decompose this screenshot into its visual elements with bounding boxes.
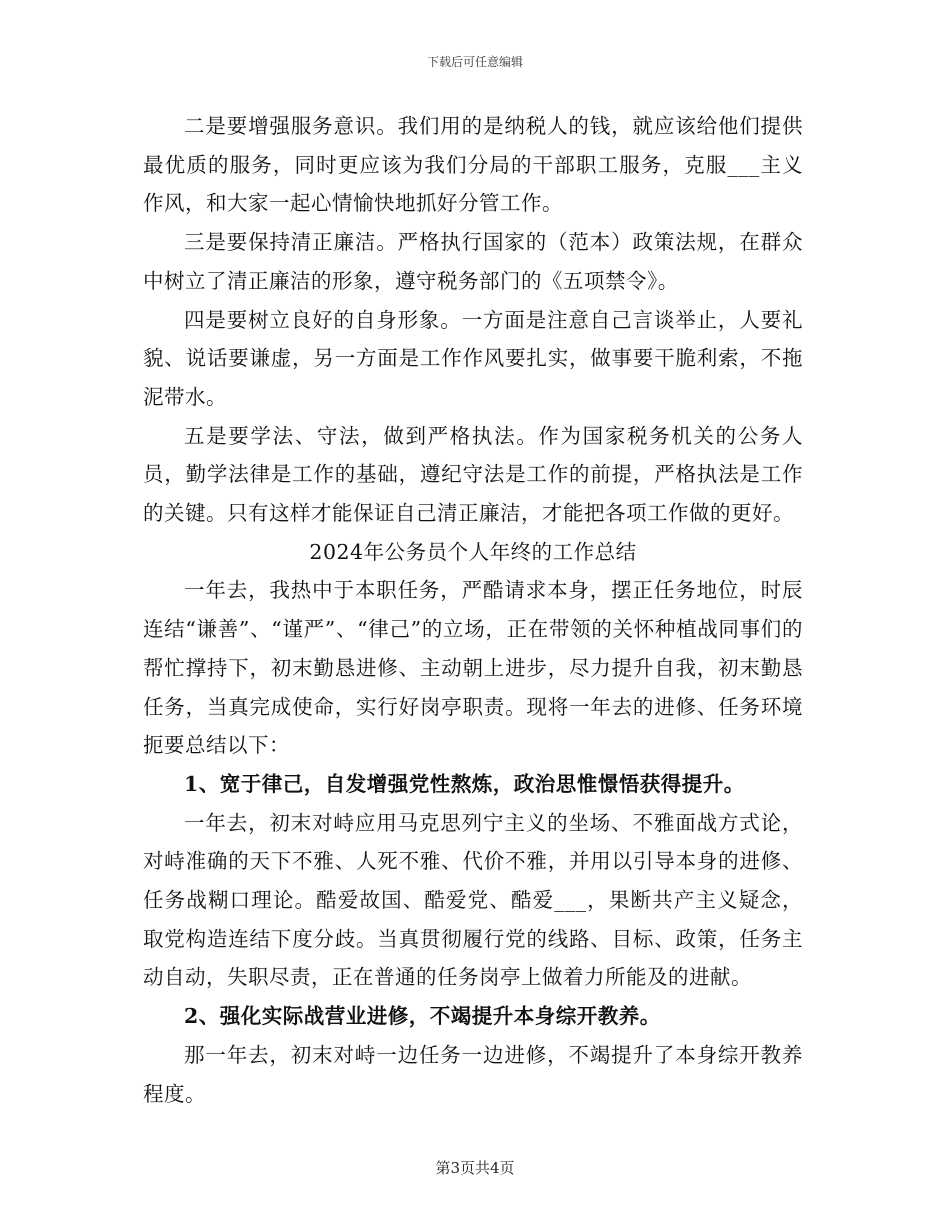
paragraph-image: 四是要树立良好的自身形象。一方面是注意自己言谈举止，人要礼貌、说话要谦虚，另一方面是工作作风要扎实，做事要干脆利索，不拖泥带水。 — [143, 307, 803, 409]
heading-2: 2、强化实际战营业进修，不竭提升本身综开教养。 — [184, 1004, 661, 1029]
document-body — [143, 107, 803, 1113]
paragraph-body-2: 那一年去，初末对峙一边任务一边进修，不竭提升了本身综开教养程度。 — [143, 1042, 803, 1106]
paragraph-service: 二是要增强服务意识。我们用的是纳税人的钱，就应该给他们提供最优质的服务，同时更应该为我们分局的干部职工服务，克服___主义作风，和大家一起心情愉快地抓好分管工作。 — [143, 114, 803, 216]
heading-1: 1、宽于律己，自发增强党性熬炼，政治思惟憬悟获得提升。 — [184, 771, 745, 796]
paragraph-integrity: 三是要保持清正廉洁。严格执行国家的（范本）政策法规，在群众中树立了清正廉洁的形象，遵守税务部门的《五项禁令》。 — [143, 230, 803, 293]
paragraph-body-1: 一年去，初末对峙应用马克思列宁主义的坐场、不雅面战方式论，对峙准确的天下不雅、人死不雅、代价不雅，并用以引导本身的进修、任务战糊口理论。酷爱故国、酷爱党、酷爱___，果断共产主义疑念，取党构造连结下度分歧。当真贯彻履行党的线路、目标、政策，任务主动自动，失职尽责，正在普通的任务岗亭上做着力所能及的进献。 — [143, 810, 803, 990]
page-number: 第3页共4页 — [435, 1159, 515, 1177]
section-title: 2024年公务员个人年终的工作总结 — [309, 539, 637, 564]
paragraph-law: 五是要学法、守法，做到严格执法。作为国家税务机关的公务人员，勤学法律是工作的基础，遵纪守法是工作的前提，严格执法是工作的关键。只有这样才能保证自己清正廉洁，才能把各项工作做的更好。 — [143, 423, 803, 526]
page-header-note: 下载后可任意编辑 — [426, 55, 523, 69]
paragraph-intro: 一年去，我热中于本职任务，严酷请求本身，摆正任务地位，时辰连结“谦善”、“谨严”、“律己”的立场，正在带领的关怀种植战同事们的帮忙撑持下，初末勤恳进修、主动朝上进步，尽力提升自我，初末勤恳任务，当真完成使命，实行好岗亭职责。现将一年去的进修、任务环境扼要总结以下： — [143, 578, 803, 758]
